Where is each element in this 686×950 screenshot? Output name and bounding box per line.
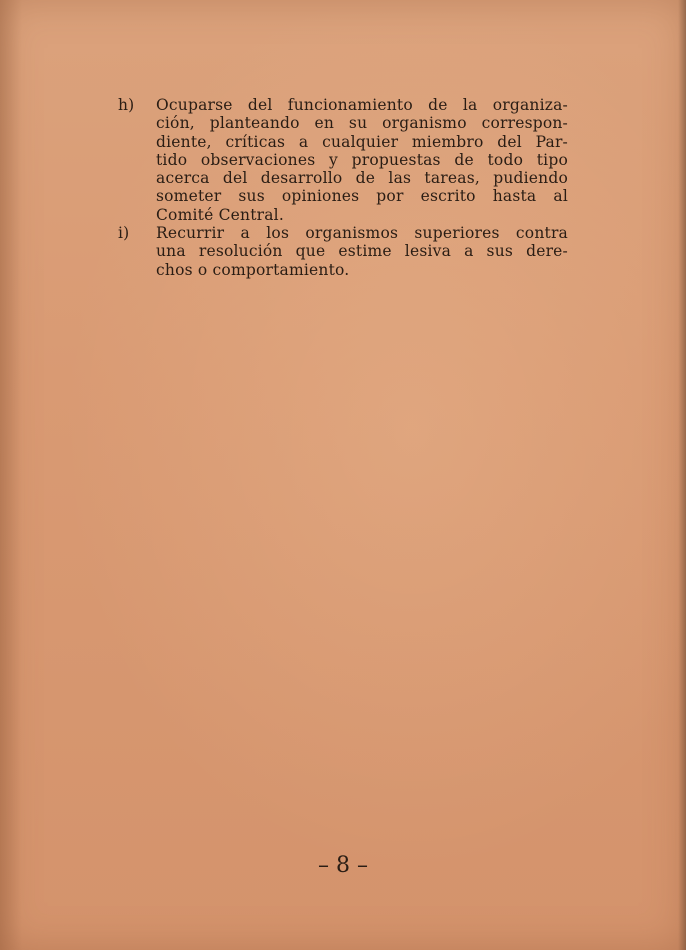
text-line: diente, críticas a cualquier miembro del Par- <box>156 132 568 151</box>
text-line: chos o comportamiento. <box>156 260 350 279</box>
text-line: acerca del desarrollo de las tareas, pudiendo <box>156 169 568 188</box>
text-line: someter sus opiniones por escrito hasta al <box>156 187 568 206</box>
page-number: – 8 – <box>318 853 368 878</box>
text-line: ción, planteando en su organismo correspon- <box>156 114 568 133</box>
text-line: una resolución que estime lesiva a sus dere- <box>156 242 568 261</box>
item-text <box>156 224 568 279</box>
text-line: Ocuparse del funcionamiento de la organiza- <box>156 96 568 114</box>
item-marker: h) <box>118 96 135 114</box>
item-marker: i) <box>118 224 130 243</box>
text-line: Comité Central. <box>156 205 284 224</box>
list-item-h <box>118 96 568 224</box>
list-item-i <box>118 224 568 279</box>
text-line: tido observaciones y propuestas de todo tipo <box>156 150 568 169</box>
text-block <box>118 96 568 279</box>
item-text <box>156 96 568 224</box>
text-line: Recurrir a los organismos superiores contra <box>156 224 568 243</box>
page-edge-shadow <box>678 0 686 950</box>
